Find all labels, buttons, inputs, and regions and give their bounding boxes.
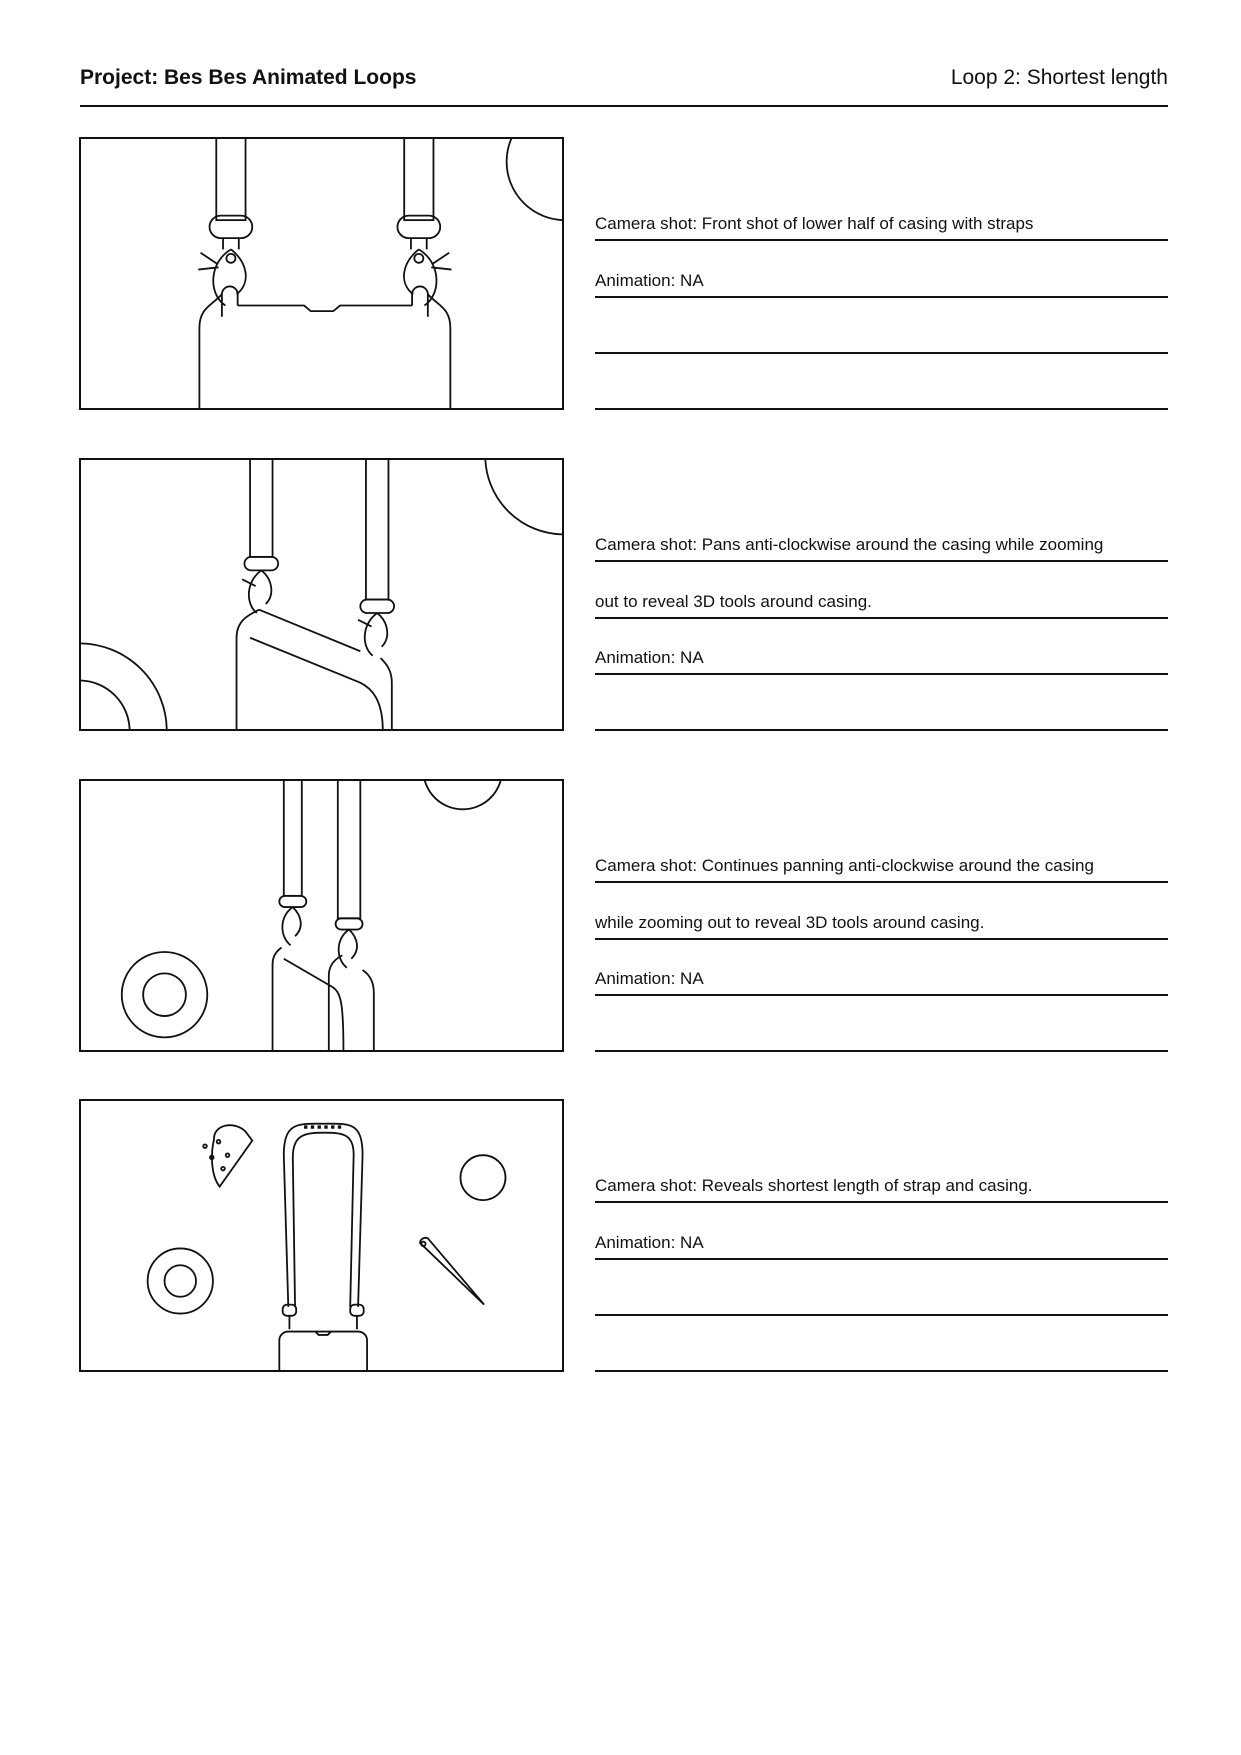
project-title: Project: Bes Bes Animated Loops (80, 66, 417, 89)
header-divider (80, 105, 1168, 107)
camera-shot-line: Camera shot: Reveals shortest length of strap and casing. (595, 1171, 1168, 1203)
storyboard-row-3 (0, 779, 1241, 1079)
storyboard-frame-2 (79, 458, 564, 731)
thimble-icon (212, 1125, 252, 1186)
frame-1-illustration (79, 137, 564, 410)
animation-line: Animation: NA (595, 1228, 1168, 1260)
storyboard-frame-4 (79, 1099, 564, 1372)
camera-shot-line: Camera shot: Continues panning anti-clockwise around the casing (595, 851, 1168, 883)
animation-line: Animation: NA (595, 266, 1168, 298)
ring-icon (460, 1155, 505, 1200)
blank-line (595, 1340, 1168, 1372)
blank-line (595, 1020, 1168, 1052)
frame-3-illustration (79, 779, 564, 1052)
needle-icon (420, 1238, 484, 1305)
animation-line: Animation: NA (595, 964, 1168, 996)
storyboard-row-2 (0, 458, 1241, 758)
blank-line (595, 378, 1168, 410)
camera-shot-line: Camera shot: Front shot of lower half of casing with straps (595, 209, 1168, 241)
animation-line: Animation: NA (595, 643, 1168, 675)
loop-title: Loop 2: Shortest length (950, 66, 1168, 89)
storyboard-row-4 (0, 1099, 1241, 1399)
camera-shot-line: Camera shot: Pans anti-clockwise around the casing while zooming (595, 530, 1168, 562)
camera-shot-line-continued: out to reveal 3D tools around casing. (595, 587, 1168, 619)
frame-4-illustration (79, 1099, 564, 1372)
frame-2-illustration (79, 458, 564, 731)
blank-line (595, 699, 1168, 731)
blank-line (595, 1284, 1168, 1316)
blank-line (595, 322, 1168, 354)
storyboard-frame-3 (79, 779, 564, 1052)
storyboard-frame-1 (79, 137, 564, 410)
storyboard-row-1 (0, 137, 1241, 437)
camera-shot-line-continued: while zooming out to reveal 3D tools around casing. (595, 908, 1168, 940)
